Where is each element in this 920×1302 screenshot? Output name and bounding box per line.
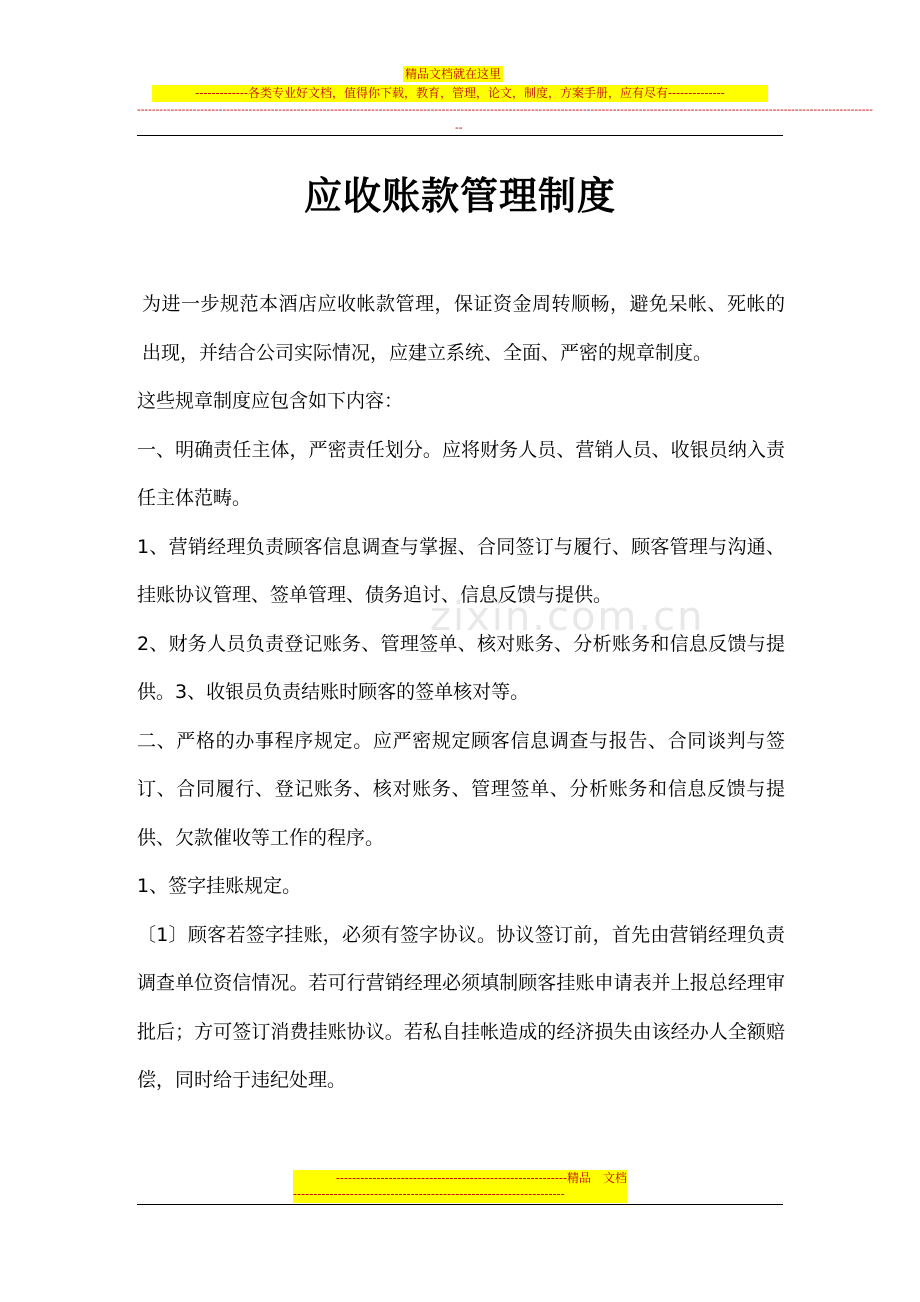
footer-row-1: ---------------------------------------------------------精品 文档 — [335, 1171, 627, 1185]
paragraph-item-2-1: 1、签字挂账规定。 — [137, 875, 302, 897]
document-title: 应收账款管理制度 — [303, 174, 616, 218]
paragraph-section-1: 一、明确责任主体，严密责任划分。应将财务人员、营销人员、收银员纳入责任主体范畴。 — [137, 438, 785, 509]
header-sub-label: -------------各类专业好文档，值得你下载，教育，管理，论文，制度，方案手册，应有尽有-------------- — [152, 85, 768, 102]
paragraph-section-2: 二、严格的办事程序规定。应严密规定顾客信息调查与报告、合同谈判与签订、合同履行、登记账务、核对账务、管理签单、分析账务和信息反馈与提供、欠款催收等工作的程序。 — [137, 729, 785, 849]
header-dash-tail: -- — [455, 121, 463, 134]
footer-rule — [137, 1204, 783, 1205]
header-dash-line: ------------------------------------------------------------------------------------------------------------------------------------------------------------------------------------------------------ — [137, 103, 873, 116]
paragraph-item-2-1-1: 〔1〕顾客若签字挂账，必须有签字协议。协议签订前，首先由营销经理负责调查单位资信情况。若可行营销经理必须填制顾客挂账申请表并上报总经理审批后；方可签订消费挂账协议。若私自挂帐造成的经济损失由该经办人全额赔偿，同时给于违纪处理。 — [137, 923, 785, 1091]
paragraph-item-1-1: 1、营销经理负责顾客信息调查与掌握、合同签订与履行、顾客管理与沟通、挂账协议管理、签单管理、债务追讨、信息反馈与提供。 — [137, 535, 785, 606]
footer-row-2: ------------------------------------------------------------------- — [293, 1187, 565, 1201]
document-body — [137, 280, 785, 1105]
footer-label — [293, 1170, 627, 1203]
header-top-label: 精品文档就在这里 — [405, 67, 502, 81]
header-rule — [137, 135, 783, 136]
paragraph-intro: 为进一步规范本酒店应收帐款管理，保证资金周转顺畅，避免呆帐、死帐的出现，并结合公司实际情况，应建立系统、全面、严密的规章制度。 — [142, 293, 785, 364]
paragraph-item-1-2: 2、财务人员负责登记账务、管理签单、核对账务、分析账务和信息反馈与提供。3、收银员负责结账时顾客的签单核对等。 — [137, 632, 785, 703]
watermark: zixin.com.cn — [430, 594, 705, 640]
paragraph-contents-lead: 这些规章制度应包含如下内容： — [137, 390, 404, 412]
